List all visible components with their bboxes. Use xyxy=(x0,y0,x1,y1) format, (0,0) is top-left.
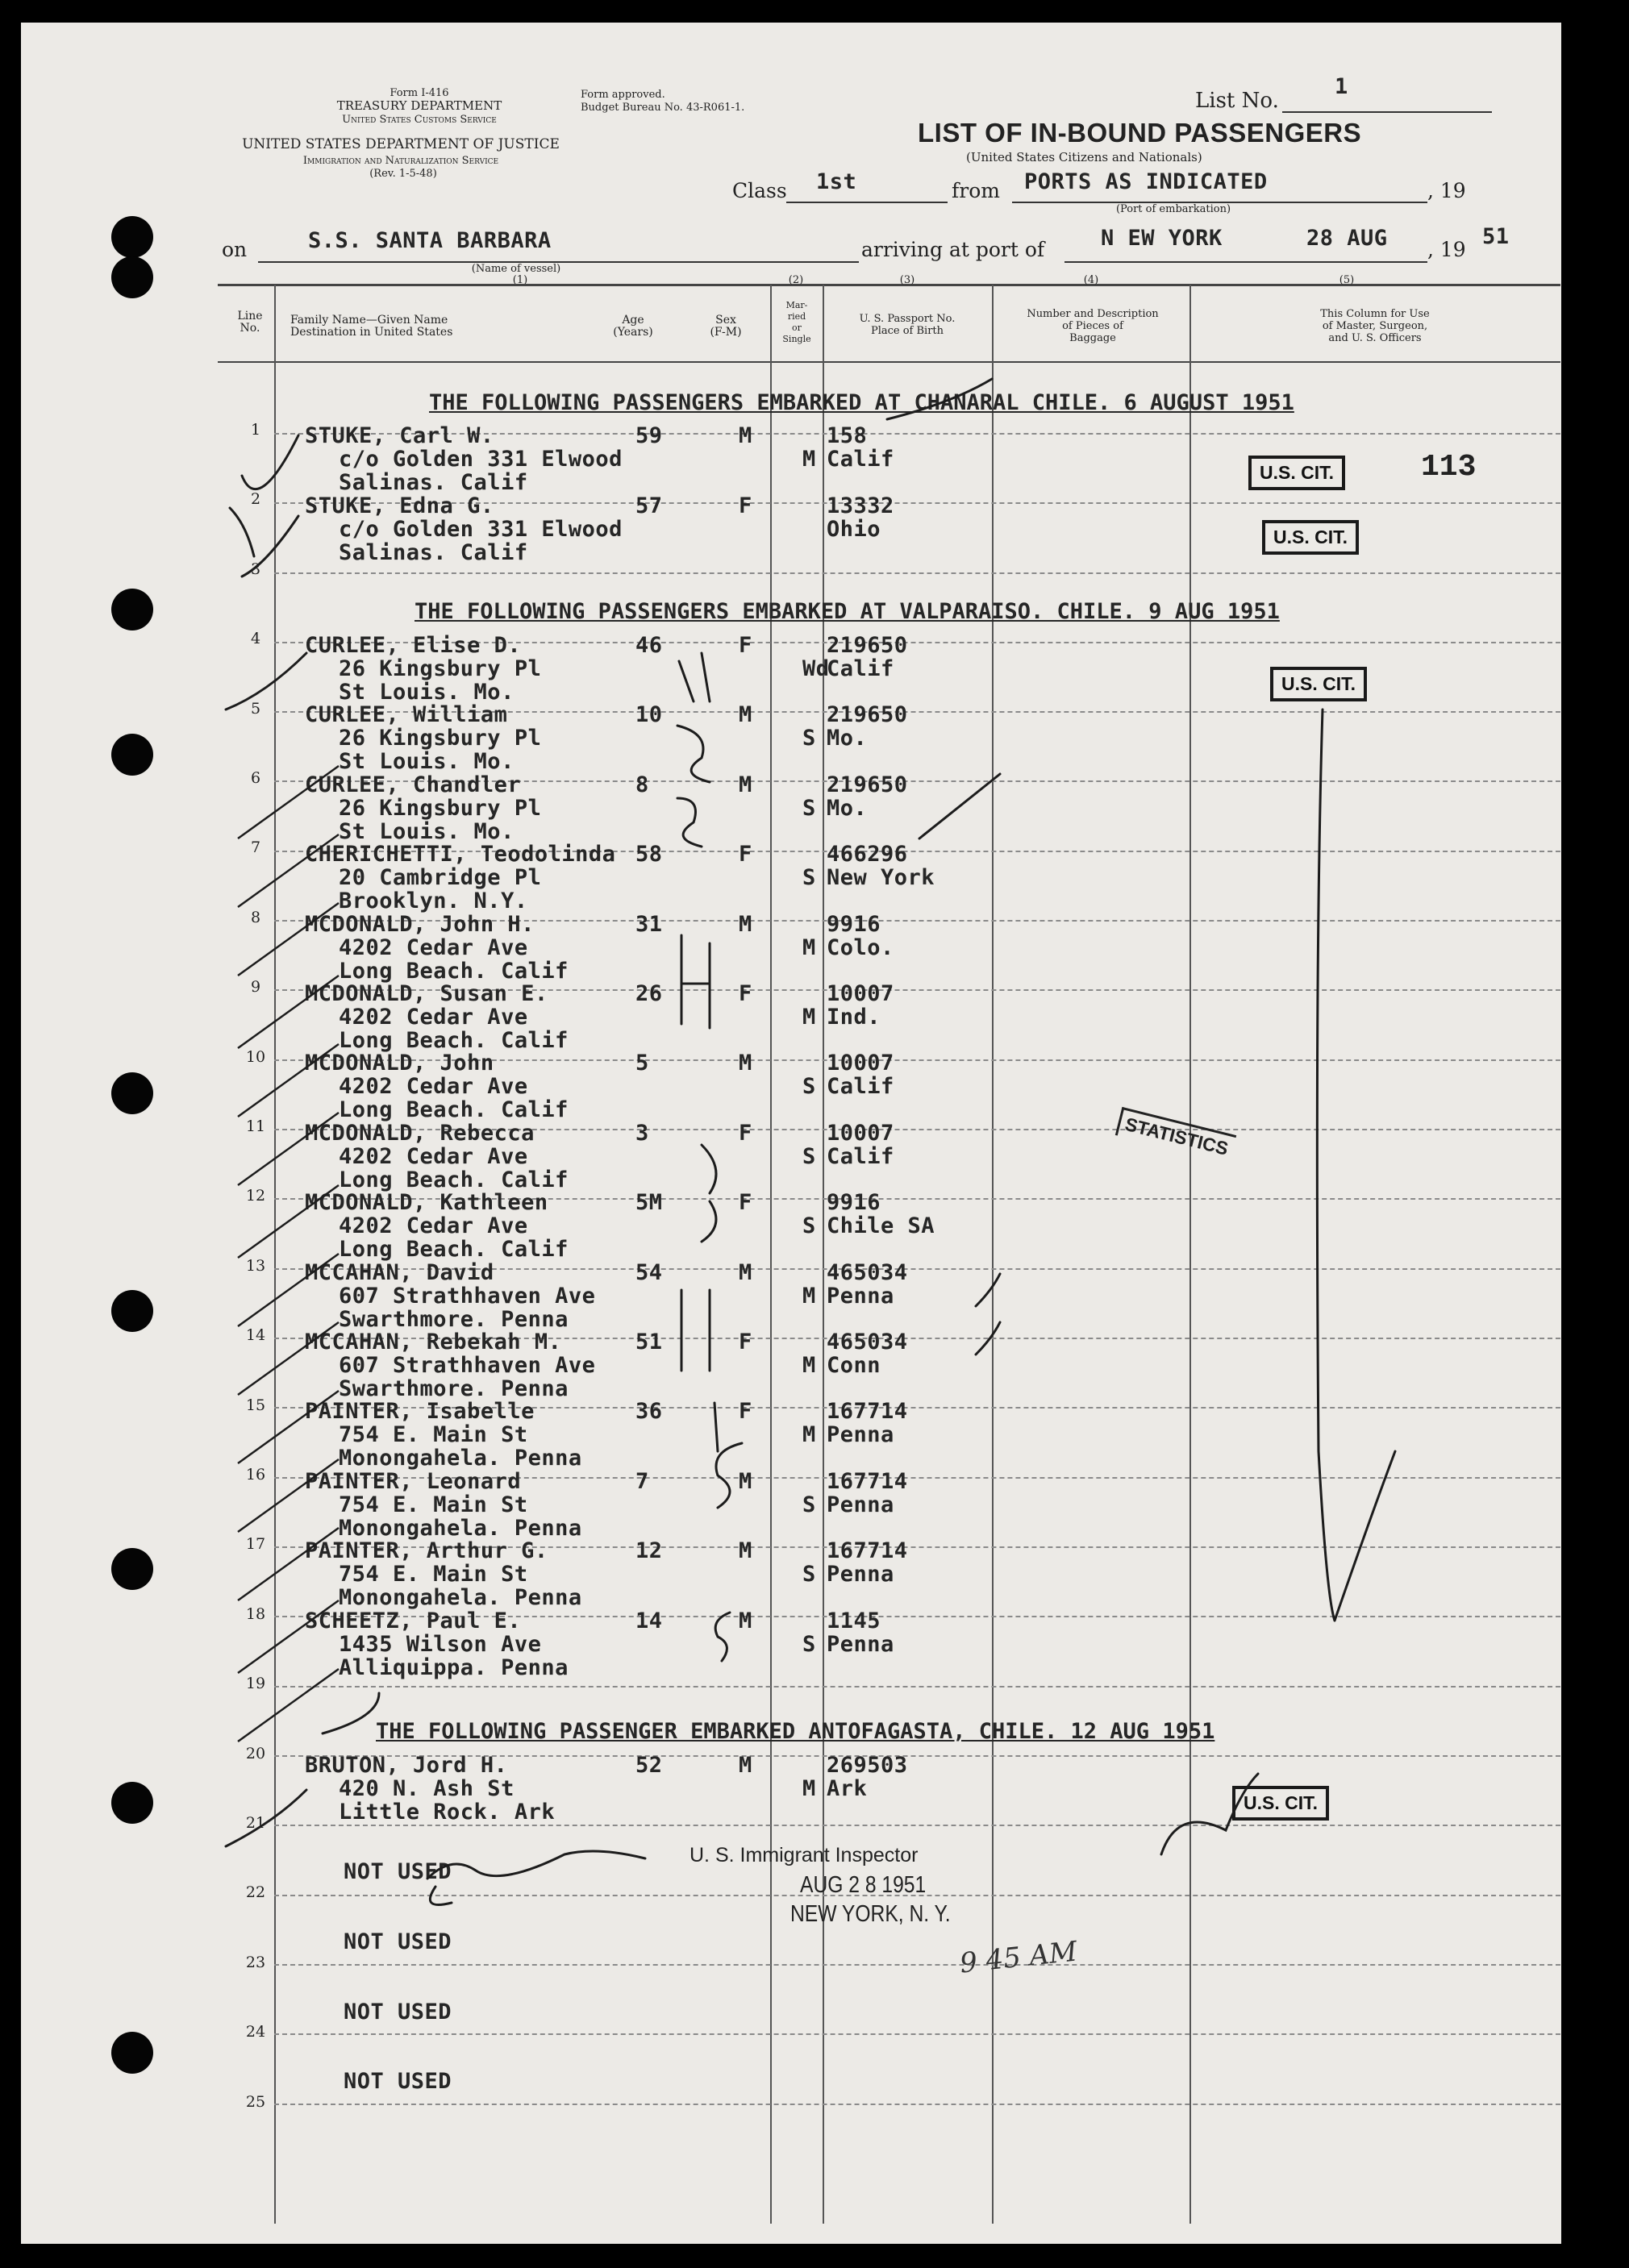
col-header-officers: This Column for Use of Master, Surgeon, and U. S. Officers xyxy=(1320,308,1430,344)
place-of-birth: Penna xyxy=(827,1422,894,1448)
passenger-marital: M xyxy=(802,1776,816,1801)
passenger-name: MCDONALD, John H. xyxy=(305,911,535,937)
punch-hole xyxy=(111,1072,153,1114)
passenger-marital: M xyxy=(802,1005,816,1030)
line-number: 13 xyxy=(245,1256,266,1275)
passenger-address-2: Long Beach. Calif xyxy=(339,958,569,984)
passport-number: 9916 xyxy=(827,911,881,937)
from-value: PORTS AS INDICATED xyxy=(1024,169,1268,194)
passenger-sex: M xyxy=(739,1468,752,1494)
passenger-address-1: 20 Cambridge Pl xyxy=(339,865,542,891)
passenger-address-2: Swarthmore. Penna xyxy=(339,1376,569,1401)
passenger-marital: Wd xyxy=(802,656,830,681)
passenger-sex: M xyxy=(739,1608,752,1633)
punch-hole xyxy=(111,734,153,776)
year-prefix-1: , 19 xyxy=(1427,179,1466,202)
passport-number: 158 xyxy=(827,423,868,448)
line-number: 19 xyxy=(245,1675,266,1693)
passenger-age: 8 xyxy=(635,772,649,797)
passenger-address-2: Salinas. Calif xyxy=(339,470,528,495)
punch-hole xyxy=(111,1290,153,1332)
passenger-address-1: 607 Strathhaven Ave xyxy=(339,1353,596,1378)
line-number: 1 xyxy=(250,421,261,439)
form-revision: (Rev. 1-5-48) xyxy=(369,168,437,180)
passenger-sex: F xyxy=(739,1399,752,1425)
line-number: 7 xyxy=(250,839,261,857)
passenger-address-1: 754 E. Main St xyxy=(339,1422,528,1448)
passport-number: 465034 xyxy=(827,1330,908,1355)
passenger-address-2: Swarthmore. Penna xyxy=(339,1306,569,1332)
list-no-value: 1 xyxy=(1335,74,1348,99)
arrival-date: 28 AUG xyxy=(1306,226,1388,251)
place-of-birth: Ind. xyxy=(827,1005,881,1030)
line-number: 16 xyxy=(245,1466,266,1484)
passenger-address-2: Monongahela. Penna xyxy=(339,1585,582,1611)
passenger-address-2: St Louis. Mo. xyxy=(339,680,515,705)
col-num-1: (1) xyxy=(512,274,528,286)
passenger-address-2: Little Rock. Ark xyxy=(339,1800,556,1825)
col-header-name: Family Name—Given Name Destination in United States xyxy=(290,314,453,339)
passenger-sex: M xyxy=(739,1051,752,1076)
punch-hole xyxy=(111,2032,153,2074)
passenger-name: BRUTON, Jord H. xyxy=(305,1753,508,1778)
passenger-address-1: 4202 Cedar Ave xyxy=(339,1213,528,1239)
section-header-chanaral: THE FOLLOWING PASSENGERS EMBARKED AT CHANARAL CHILE. 6 AUGUST 1951 xyxy=(429,390,1294,415)
place-of-birth: Calif xyxy=(827,447,894,472)
place-of-birth: Calif xyxy=(827,1143,894,1169)
passenger-sex: M xyxy=(739,772,752,797)
place-of-birth: New York xyxy=(827,865,935,891)
passenger-age: 14 xyxy=(635,1608,663,1633)
passenger-sex: F xyxy=(739,1120,752,1146)
passenger-address-2: St Louis. Mo. xyxy=(339,818,515,844)
class-value: 1st xyxy=(816,169,857,194)
place-of-birth: Chile SA xyxy=(827,1213,935,1239)
passenger-age: 58 xyxy=(635,842,663,868)
passenger-marital: S xyxy=(802,726,816,751)
passenger-address-1: 607 Strathhaven Ave xyxy=(339,1283,596,1309)
us-citizen-stamp: U.S. CIT. xyxy=(1232,1786,1329,1821)
line-number: 18 xyxy=(245,1604,266,1623)
not-used-line: NOT USED xyxy=(344,1929,452,1954)
line-number: 10 xyxy=(245,1047,266,1066)
passenger-age: 5 xyxy=(635,1051,649,1076)
passenger-marital: M xyxy=(802,1353,816,1378)
passenger-address-2: Monongahela. Penna xyxy=(339,1515,582,1541)
passenger-age: 7 xyxy=(635,1468,649,1494)
place-of-birth: Calif xyxy=(827,1074,894,1100)
col-num-5: (5) xyxy=(1339,274,1355,286)
arriving-label: arriving at port of xyxy=(861,238,1045,261)
passenger-address-2: St Louis. Mo. xyxy=(339,749,515,775)
passenger-address-2: Long Beach. Calif xyxy=(339,1097,569,1123)
us-citizen-stamp: U.S. CIT. xyxy=(1262,520,1359,555)
section-header-valparaiso: THE FOLLOWING PASSENGERS EMBARKED AT VALPARAISO. CHILE. 9 AUG 1951 xyxy=(415,599,1280,624)
passenger-address-1: c/o Golden 331 Elwood xyxy=(339,447,623,472)
from-label: from xyxy=(952,179,1000,202)
place-of-birth: Mo. xyxy=(827,726,868,751)
col-header-baggage: Number and Description of Pieces of Baggage xyxy=(1027,308,1159,344)
passenger-age: 10 xyxy=(635,702,663,728)
passenger-sex: F xyxy=(739,981,752,1006)
line-number: 12 xyxy=(245,1187,266,1205)
passenger-age: 12 xyxy=(635,1538,663,1564)
passenger-marital: M xyxy=(802,447,816,472)
place-of-birth: Penna xyxy=(827,1492,894,1517)
passenger-address-1: 754 E. Main St xyxy=(339,1492,528,1517)
passenger-name: PAINTER, Arthur G. xyxy=(305,1538,548,1564)
passenger-address-1: 26 Kingsbury Pl xyxy=(339,656,542,681)
line-number: 21 xyxy=(245,1814,266,1832)
passenger-marital: M xyxy=(802,1422,816,1448)
punch-hole xyxy=(111,256,153,298)
passenger-address-1: 4202 Cedar Ave xyxy=(339,934,528,960)
passenger-age: 36 xyxy=(635,1399,663,1425)
place-of-birth: Penna xyxy=(827,1631,894,1657)
passenger-address-2: Long Beach. Calif xyxy=(339,1237,569,1263)
passenger-name: SCHEETZ, Paul E. xyxy=(305,1608,522,1633)
passenger-sex: M xyxy=(739,1538,752,1564)
passenger-age: 51 xyxy=(635,1330,663,1355)
class-label: Class xyxy=(732,179,787,202)
punch-hole xyxy=(111,216,153,258)
col-header-age: Age (Years) xyxy=(613,314,653,339)
inspection-place-stamp: NEW YORK, N. Y. xyxy=(790,1901,951,1927)
line-number: 25 xyxy=(245,2092,266,2111)
form-id: Form I-416 xyxy=(390,87,449,99)
us-citizen-stamp: U.S. CIT. xyxy=(1248,456,1345,490)
passenger-address-1: c/o Golden 331 Elwood xyxy=(339,517,623,542)
passenger-address-2: Alliquippa. Penna xyxy=(339,1654,569,1680)
passenger-sex: M xyxy=(739,1259,752,1285)
dept-customs: United States Customs Service xyxy=(342,114,497,126)
passport-number: 219650 xyxy=(827,772,908,797)
passenger-marital: S xyxy=(802,795,816,821)
passenger-age: 57 xyxy=(635,493,663,518)
line-number: 17 xyxy=(245,1535,266,1554)
line-number: 20 xyxy=(245,1744,266,1762)
passenger-marital: S xyxy=(802,1631,816,1657)
passenger-marital: S xyxy=(802,1562,816,1588)
line-number: 4 xyxy=(250,630,261,648)
place-of-birth: Ohio xyxy=(827,517,881,542)
passport-number: 10007 xyxy=(827,1120,894,1146)
passport-number: 466296 xyxy=(827,842,908,868)
punch-hole xyxy=(111,1548,153,1590)
passenger-sex: F xyxy=(739,633,752,658)
passenger-address-2: Long Beach. Calif xyxy=(339,1167,569,1192)
passenger-age: 31 xyxy=(635,911,663,937)
inspection-time: 9 45 AM xyxy=(958,1935,1079,1980)
passenger-age: 54 xyxy=(635,1259,663,1285)
arrival-port: N EW YORK xyxy=(1101,226,1223,251)
place-of-birth: Penna xyxy=(827,1562,894,1588)
form-approved: Form approved. xyxy=(581,89,665,101)
col-header-line: Line No. xyxy=(237,310,263,335)
passport-number: 269503 xyxy=(827,1753,908,1778)
passenger-address-2: Salinas. Calif xyxy=(339,540,528,565)
place-of-birth: Calif xyxy=(827,656,894,681)
passenger-name: CURLEE, William xyxy=(305,702,508,728)
passenger-name: MCDONALD, John xyxy=(305,1051,494,1076)
line-number: 14 xyxy=(245,1326,266,1345)
passenger-sex: F xyxy=(739,1330,752,1355)
passenger-address-1: 420 N. Ash St xyxy=(339,1776,515,1801)
passenger-name: CURLEE, Chandler xyxy=(305,772,522,797)
passport-number: 219650 xyxy=(827,702,908,728)
year-prefix-2: , 19 xyxy=(1427,238,1466,261)
passenger-address-2: Monongahela. Penna xyxy=(339,1446,582,1471)
passport-number: 167714 xyxy=(827,1538,908,1564)
form-subtitle: (United States Citizens and Nationals) xyxy=(966,150,1202,164)
passenger-address-1: 4202 Cedar Ave xyxy=(339,1143,528,1169)
passenger-marital: S xyxy=(802,865,816,891)
place-of-birth: Penna xyxy=(827,1283,894,1309)
dept-ins: Immigration and Naturalization Service xyxy=(302,155,499,167)
passenger-name: STUKE, Edna G. xyxy=(305,493,494,518)
passenger-marital: M xyxy=(802,934,816,960)
passenger-name: CHERICHETTI, Teodolinda xyxy=(305,842,616,868)
passenger-marital: M xyxy=(802,1283,816,1309)
line-number: 9 xyxy=(250,978,261,997)
passenger-name: CURLEE, Elise D. xyxy=(305,633,522,658)
passport-number: 13332 xyxy=(827,493,894,518)
vessel-caption: (Name of vessel) xyxy=(471,263,561,275)
passenger-name: MCDONALD, Susan E. xyxy=(305,981,548,1006)
inspector-caption: U. S. Immigrant Inspector xyxy=(690,1844,919,1866)
not-used-line: NOT USED xyxy=(344,2069,452,2094)
passenger-marital: S xyxy=(802,1143,816,1169)
port-caption: (Port of embarkation) xyxy=(1115,203,1231,215)
line-number: 2 xyxy=(250,490,261,509)
passport-number: 167714 xyxy=(827,1468,908,1494)
passenger-age: 5M xyxy=(635,1190,663,1216)
on-label: on xyxy=(222,238,248,261)
passenger-name: MCCAHAN, Rebekah M. xyxy=(305,1330,562,1355)
place-of-birth: Conn xyxy=(827,1353,881,1378)
line-number: 23 xyxy=(245,1953,266,1971)
passenger-sex: M xyxy=(739,911,752,937)
count-113: 113 xyxy=(1421,450,1477,485)
line-number: 15 xyxy=(245,1396,266,1414)
passport-number: 465034 xyxy=(827,1259,908,1285)
dept-justice: UNITED STATES DEPARTMENT OF JUSTICE xyxy=(242,136,560,152)
inspection-date-stamp: AUG 2 8 1951 xyxy=(800,1872,927,1898)
passenger-marital: S xyxy=(802,1213,816,1239)
vessel-name: S.S. SANTA BARBARA xyxy=(308,228,552,253)
line-number: 5 xyxy=(250,699,261,718)
arrival-year: 51 xyxy=(1482,224,1510,249)
passport-number: 10007 xyxy=(827,1051,894,1076)
place-of-birth: Ark xyxy=(827,1776,868,1801)
passenger-name: PAINTER, Leonard xyxy=(305,1468,522,1494)
passenger-age: 26 xyxy=(635,981,663,1006)
us-citizen-stamp: U.S. CIT. xyxy=(1270,667,1367,701)
passport-number: 1145 xyxy=(827,1608,881,1633)
passenger-address-1: 26 Kingsbury Pl xyxy=(339,795,542,821)
passenger-name: MCDONALD, Kathleen xyxy=(305,1190,548,1216)
passenger-address-2: Brooklyn. N.Y. xyxy=(339,888,528,914)
passport-number: 9916 xyxy=(827,1190,881,1216)
place-of-birth: Colo. xyxy=(827,934,894,960)
line-number: 6 xyxy=(250,769,261,787)
passport-number: 219650 xyxy=(827,633,908,658)
passenger-age: 3 xyxy=(635,1120,649,1146)
list-no-label: List No. xyxy=(1195,89,1279,113)
line-number: 11 xyxy=(245,1117,266,1135)
line-number: 22 xyxy=(245,1883,266,1902)
line-number: 3 xyxy=(250,560,261,578)
passenger-sex: F xyxy=(739,1190,752,1216)
form-title: LIST OF IN-BOUND PASSENGERS xyxy=(918,118,1362,148)
passport-number: 167714 xyxy=(827,1399,908,1425)
passenger-sex: F xyxy=(739,493,752,518)
col-header-sex: Sex (F-M) xyxy=(710,314,742,339)
col-num-4: (4) xyxy=(1083,274,1099,286)
passport-number: 10007 xyxy=(827,981,894,1006)
line-number: 24 xyxy=(245,2023,266,2041)
passenger-address-1: 4202 Cedar Ave xyxy=(339,1074,528,1100)
passenger-name: MCDONALD, Rebecca xyxy=(305,1120,535,1146)
passenger-address-1: 4202 Cedar Ave xyxy=(339,1005,528,1030)
passenger-marital: S xyxy=(802,1074,816,1100)
not-used-line: NOT USED xyxy=(344,2000,452,2025)
passenger-sex: M xyxy=(739,702,752,728)
place-of-birth: Mo. xyxy=(827,795,868,821)
punch-hole xyxy=(111,1782,153,1824)
passenger-age: 52 xyxy=(635,1753,663,1778)
passenger-age: 46 xyxy=(635,633,663,658)
col-num-3: (3) xyxy=(899,274,915,286)
passenger-name: MCCAHAN, David xyxy=(305,1259,494,1285)
passenger-name: PAINTER, Isabelle xyxy=(305,1399,535,1425)
passenger-address-1: 754 E. Main St xyxy=(339,1562,528,1588)
passenger-address-2: Long Beach. Calif xyxy=(339,1028,569,1053)
section-header-antofagasta: THE FOLLOWING PASSENGER EMBARKED ANTOFAGASTA, CHILE. 12 AUG 1951 xyxy=(376,1719,1215,1744)
col-num-2: (2) xyxy=(788,274,804,286)
punch-hole xyxy=(111,589,153,630)
statistics-stamp: STATISTICS xyxy=(1115,1107,1236,1163)
col-header-married: Mar- ried or Single xyxy=(782,300,811,344)
passenger-age: 59 xyxy=(635,423,663,448)
col-header-passport: U. S. Passport No. Place of Birth xyxy=(859,313,956,337)
passenger-marital: S xyxy=(802,1492,816,1517)
passenger-sex: M xyxy=(739,423,752,448)
not-used-line: NOT USED xyxy=(344,1859,452,1884)
line-number: 8 xyxy=(250,908,261,926)
passenger-name: STUKE, Carl W. xyxy=(305,423,494,448)
dept-treasury: TREASURY DEPARTMENT xyxy=(336,98,502,113)
budget-number: Budget Bureau No. 43-R061-1. xyxy=(581,102,745,114)
passenger-address-1: 26 Kingsbury Pl xyxy=(339,726,542,751)
passenger-address-1: 1435 Wilson Ave xyxy=(339,1631,542,1657)
passenger-sex: M xyxy=(739,1753,752,1778)
passenger-sex: F xyxy=(739,842,752,868)
